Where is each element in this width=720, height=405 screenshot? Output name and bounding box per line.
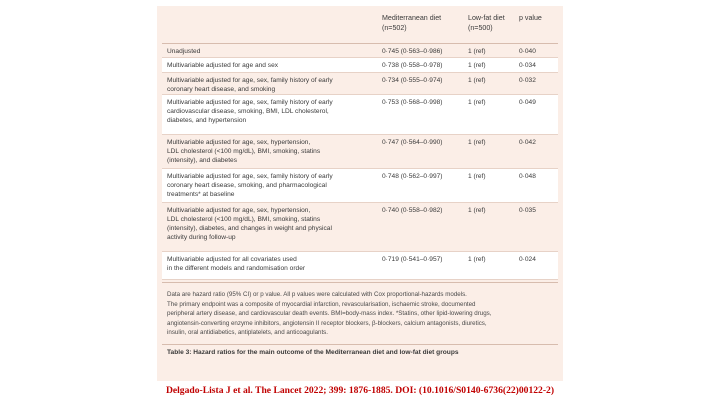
row-label-line: Multivariable adjusted for age and sex (167, 62, 279, 69)
row-mediterranean-value: 0·734 (0·555–0·974) (382, 77, 443, 84)
row-label-line: (intensity), diabetes, and changes in weight and physical (167, 225, 332, 232)
row-label (162, 206, 376, 251)
row-label (162, 76, 376, 94)
row-label-line: (intensity), and diabetes (167, 157, 238, 164)
header-blank (162, 13, 376, 43)
row-p-value: 0·034 (519, 62, 536, 69)
caption-label: Table 3: (167, 348, 192, 356)
row-label-line: activity during follow-up (167, 234, 236, 241)
row-label-line: treatments* at baseline (167, 191, 235, 198)
row-label (162, 98, 376, 134)
row-label-line: coronary heart disease, and smoking (167, 86, 276, 93)
row-low-fat-value: 1 (ref) (468, 173, 486, 180)
row-mediterranean-value: 0·740 (0·558–0·982) (382, 207, 443, 214)
row-p-value: 0·040 (519, 48, 536, 55)
footnote-line: insulin, oral antidiabetics, antiplatelets, and anticoagulants. (167, 329, 328, 337)
row-label-line: in the different models and randomisation order (167, 265, 306, 272)
row-low-fat-value: 1 (ref) (468, 207, 486, 214)
row-p-value: 0·032 (519, 77, 536, 84)
row-label-line: Multivariable adjusted for age, sex, hypertension, (167, 207, 311, 214)
header-p-value (517, 13, 558, 43)
row-low-fat-value: 1 (ref) (468, 48, 486, 55)
header-low-n: (n=500) (468, 24, 493, 32)
footnote-line: angiotensin-converting enzyme inhibitors, angiotensin II receptor blockers, β-blockers, calcium antagonists, diuretics, (167, 319, 487, 327)
row-low-fat-value: 1 (ref) (468, 99, 486, 106)
header-low-fat (465, 13, 517, 43)
header-med-label: Mediterranean diet (382, 14, 442, 22)
row-mediterranean-value: 0·719 (0·541–0·957) (382, 256, 443, 263)
table-body (162, 43, 558, 280)
row-label-line: Multivariable adjusted for age, sex, family history of early (167, 99, 333, 106)
header-p-label: p value (519, 14, 542, 22)
row-mediterranean-value: 0·738 (0·558–0·978) (382, 62, 443, 69)
row-label-line: LDL cholesterol (<100 mg/dL), BMI, smoking, statins (167, 148, 321, 155)
row-mediterranean-value: 0·745 (0·563–0·986) (382, 48, 443, 55)
row-low-fat-value: 1 (ref) (468, 139, 486, 146)
table-row (162, 252, 558, 280)
footnote-line: The primary endpoint was a composite of myocardial infarction, revascularisation, ischaemic stroke, documented (167, 300, 476, 308)
row-label (162, 138, 376, 168)
row-label-line: diabetes, and hypertension (167, 117, 247, 124)
table-panel (157, 6, 563, 381)
table-row (162, 58, 558, 73)
row-label-line: coronary heart disease, smoking, and pharmacological (167, 182, 327, 189)
row-label (162, 47, 376, 57)
row-label (162, 255, 376, 279)
row-mediterranean-value: 0·753 (0·568–0·998) (382, 99, 443, 106)
row-label-line: LDL cholesterol (<100 mg/dL), BMI, smoking, statins (167, 216, 321, 223)
table-footnotes (162, 282, 558, 338)
table-row (162, 95, 558, 135)
table-row (162, 44, 558, 58)
row-low-fat-value: 1 (ref) (468, 77, 486, 84)
header-low-label: Low-fat diet (468, 14, 505, 22)
row-label-line: Multivariable adjusted for all covariates used (167, 256, 297, 263)
row-label-line: Multivariable adjusted for age, sex, hypertension, (167, 139, 311, 146)
row-p-value: 0·042 (519, 139, 536, 146)
row-label (162, 172, 376, 202)
row-low-fat-value: 1 (ref) (468, 62, 486, 69)
table-header (162, 13, 558, 43)
citation: Delgado-Lista J et al. The Lancet 2022; 399: 1876-1885. DOI: (10.1016/S0140-6736(22)00122-2) (165, 385, 555, 396)
footnote-line: peripheral artery disease, and cardiovascular death events. BMI=body-mass index. *Statins, other lipid-lowering drugs, (167, 310, 492, 318)
table-row (162, 203, 558, 252)
table-caption (162, 344, 558, 356)
row-p-value: 0·049 (519, 99, 536, 106)
caption-text: Hazard ratios for the main outcome of the Mediterranean diet and low-fat diet groups (193, 348, 459, 356)
row-p-value: 0·035 (519, 207, 536, 214)
row-label-line: Unadjusted (167, 48, 201, 55)
header-mediterranean (376, 13, 465, 43)
row-label-line: cardiovascular disease, smoking, BMI, LDL cholesterol, (167, 108, 329, 115)
row-mediterranean-value: 0·747 (0·564–0·990) (382, 139, 443, 146)
row-label-line: Multivariable adjusted for age, sex, family history of early (167, 77, 333, 84)
row-mediterranean-value: 0·748 (0·562–0·997) (382, 173, 443, 180)
footnote-line: Data are hazard ratio (95% CI) or p value. All p values were calculated with Cox proportional-hazards models. (167, 291, 467, 298)
row-label-line: Multivariable adjusted for age, sex, family history of early (167, 173, 333, 180)
table-row (162, 73, 558, 95)
table-row (162, 169, 558, 203)
row-p-value: 0·048 (519, 173, 536, 180)
header-med-n: (n=502) (382, 24, 407, 32)
table-row (162, 135, 558, 169)
row-p-value: 0·024 (519, 256, 536, 263)
row-label (162, 61, 376, 72)
row-low-fat-value: 1 (ref) (468, 256, 486, 263)
